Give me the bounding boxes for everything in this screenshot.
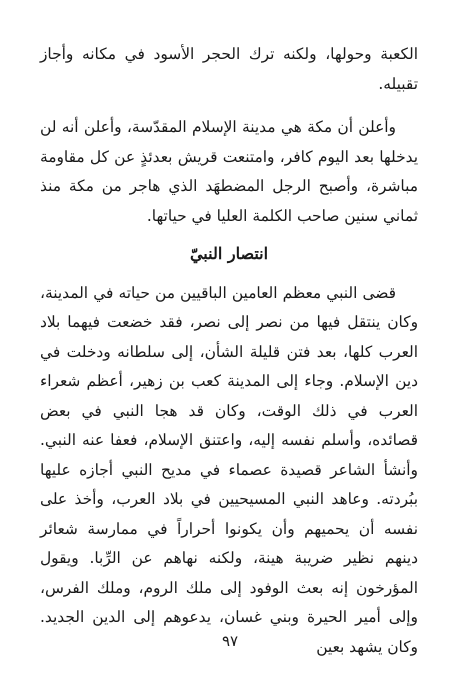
paragraph-gap (40, 99, 418, 113)
paragraph-mecca-holy-city: وأعلن أن مكة هي مدينة الإسلام المقدّسة، وأعلن أنه لن يدخلها بعد اليوم كافر، وامتنعت قريش بعدئذٍ عن كل مقاومة مباشرة، وأصبح الرجل المضطهَد الذي هاجر من مكة منذ ثماني سنين صاحب الكلمة العليا في حياتها. (40, 118, 418, 225)
paragraph-continuation: الكعبة وحولها، ولكنه ترك الحجر الأسود في مكانه وأجاز تقبيله. (40, 45, 418, 93)
page-number: ٩٧ (221, 632, 239, 650)
section-heading: انتصار النبيّ (189, 244, 269, 263)
document-body (40, 40, 418, 662)
paragraph-prophet-victory: قضى النبي معظم العامين الباقيين من حياته في المدينة، وكان ينتقل فيها من نصر إلى نصر، فقد خضعت فيهما بلاد العرب كلها، بعد فتن قليلة الشأن، إلى سلطانه ودخلت في دين الإسلام. وجاء إلى المدينة كعب بن زهير، أعظم شعراء العرب في ذلك الوقت، وكان قد هجا النبي في بعض قصائده، وأسلم نفسه إليه، واعتنق الإسلام، فعفا عنه النبي. وأنشأ الشاعر قصيدة عصماء في مديح النبي أجازه عليها ببُردته. وعاهد النبي المسيحيين في بلاد العرب، وأخذ على نفسه أن يحميهم وأن يكونوا أحراراً في ممارسة شعائر دينهم نظير ضريبة هينة، ولكنه نهاهم عن الرِّبا. ويقول المؤرخون إنه بعث الوفود إلى ملك الروم، وملك الفرس، وإلى أمير الحيرة وبني غسان، يدعوهم إلى الدين الجديد. وكان يشهد بعين (40, 283, 418, 656)
